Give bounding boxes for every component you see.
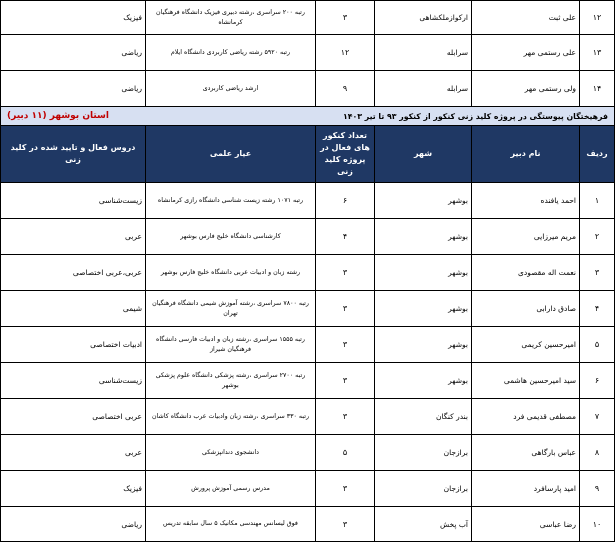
subjects-cell: زیست‌شناسی [1, 183, 146, 219]
city-cell: بوشهر [375, 363, 472, 399]
table-row [1, 291, 615, 327]
active-count-cell: ۱۲ [316, 35, 375, 71]
city-cell: بوشهر [375, 327, 472, 363]
active-count-cell: ۶ [316, 183, 375, 219]
table-row [1, 255, 615, 291]
subjects-cell: ریاضی [1, 35, 146, 71]
teacher-name-cell: علی ثبت [472, 1, 580, 35]
active-count-cell: ۵ [316, 435, 375, 471]
header-active-count: تعداد کنکور های فعال در پروژه کلید زنی [316, 126, 375, 183]
city-cell: سرابله [375, 71, 472, 107]
criteria-cell: رتبه ۵۹۲۰ رشته ریاضی کاربردی دانشگاه ایلام [146, 35, 316, 71]
criteria-cell: رتبه ۳۳۰ سراسری ،رشته زبان وادبیات عرب دانشگاه کاشان [146, 399, 316, 435]
criteria-cell: کارشناسی دانشگاه خلیج فارس بوشهر [146, 219, 316, 255]
subjects-cell: فیزیک [1, 471, 146, 507]
table-row [1, 1, 615, 35]
table-row [1, 399, 615, 435]
criteria-cell: دانشجوی دندانپزشکی [146, 435, 316, 471]
active-count-cell: ۳ [316, 327, 375, 363]
city-cell: ارکوازملکشاهی [375, 1, 472, 35]
subjects-cell: فیزیک [1, 1, 146, 35]
active-count-cell: ۴ [316, 219, 375, 255]
criteria-cell: رتبه ۷۸۰۰ سراسری ،رشته آموزش شیمی دانشگاه فرهنگیان تهران [146, 291, 316, 327]
teacher-name-cell: مریم میرزایی [472, 219, 580, 255]
table-row [1, 363, 615, 399]
teacher-name-cell: علی رستمی مهر [472, 35, 580, 71]
table-row [1, 219, 615, 255]
table-row [1, 71, 615, 107]
row-number-cell: ۷ [580, 399, 615, 435]
header-criteria: عیار علمی [146, 126, 316, 183]
city-cell: برازجان [375, 471, 472, 507]
city-cell: بوشهر [375, 219, 472, 255]
header-subjects: دروس فعال و تایید شده در کلید زنی [1, 126, 146, 183]
row-number-cell: ۱ [580, 183, 615, 219]
table-row [1, 183, 615, 219]
city-cell: بوشهر [375, 183, 472, 219]
city-cell: آب پخش [375, 507, 472, 542]
row-number-cell: ۴ [580, 291, 615, 327]
subjects-cell: زیست‌شناسی [1, 363, 146, 399]
active-count-cell: ۳ [316, 255, 375, 291]
province-header [1, 107, 615, 183]
active-count-cell: ۳ [316, 291, 375, 327]
table-row [1, 35, 615, 71]
city-cell: بوشهر [375, 291, 472, 327]
criteria-cell: رتبه ۲۰۰ سراسری ،رشته دبیری فیزیک دانشگاه فرهنگیان کرمانشاه [146, 1, 316, 35]
banner-title: فرهیختگان پیوستگی در پروژه کلید زنی کنکور از کنکور ۹۳ تا تیر ۱۴۰۳ [342, 111, 608, 121]
header-row-number: ردیف [580, 126, 615, 183]
teacher-name-cell: سید امیرحسین هاشمی [472, 363, 580, 399]
teacher-name-cell: رضا عباسی [472, 507, 580, 542]
previous-province-rows [1, 1, 615, 107]
active-count-cell: ۳ [316, 471, 375, 507]
subjects-cell: عربی،عربی اختصاصی [1, 255, 146, 291]
table-row [1, 471, 615, 507]
city-cell: برازجان [375, 435, 472, 471]
city-cell: بوشهر [375, 255, 472, 291]
subjects-cell: عربی [1, 219, 146, 255]
city-cell: سرابله [375, 35, 472, 71]
subjects-cell: شیمی [1, 291, 146, 327]
row-number-cell: ۱۳ [580, 35, 615, 71]
table-row [1, 507, 615, 542]
teacher-name-cell: احمد یافنده [472, 183, 580, 219]
teacher-name-cell: نعمت اله مقصودی [472, 255, 580, 291]
teacher-name-cell: مصطفی قدیمی فرد [472, 399, 580, 435]
criteria-cell: رتبه ۱۰۷۱ رشته زیست شناسی دانشگاه رازی کرمانشاه [146, 183, 316, 219]
row-number-cell: ۳ [580, 255, 615, 291]
row-number-cell: ۲ [580, 219, 615, 255]
table-row [1, 435, 615, 471]
row-number-cell: ۵ [580, 327, 615, 363]
teacher-name-cell: عباس بارگاهی [472, 435, 580, 471]
criteria-cell: مدرس رسمی آموزش پرورش [146, 471, 316, 507]
teacher-name-cell: امیرحسین کریمی [472, 327, 580, 363]
table-row [1, 327, 615, 363]
teacher-name-cell: ولی رستمی مهر [472, 71, 580, 107]
province-banner [1, 107, 615, 126]
row-number-cell: ۱۰ [580, 507, 615, 542]
active-count-cell: ۳ [316, 363, 375, 399]
active-count-cell: ۳ [316, 507, 375, 542]
criteria-cell: رشته زبان و ادبیات عربی دانشگاه خلیج فارس بوشهر [146, 255, 316, 291]
criteria-cell: ارشد ریاضی کاربردی [146, 71, 316, 107]
row-number-cell: ۱۴ [580, 71, 615, 107]
banner-cell [1, 107, 615, 126]
subjects-cell: ادبیات اختصاصی [1, 327, 146, 363]
subjects-cell: عربی [1, 435, 146, 471]
criteria-cell: فوق لیسانس مهندسی مکانیک ۵ سال سابقه تدریس [146, 507, 316, 542]
column-headers [1, 126, 615, 183]
active-count-cell: ۳ [316, 1, 375, 35]
active-count-cell: ۳ [316, 399, 375, 435]
city-cell: بندر کنگان [375, 399, 472, 435]
subjects-cell: ریاضی [1, 507, 146, 542]
row-number-cell: ۹ [580, 471, 615, 507]
row-number-cell: ۱۲ [580, 1, 615, 35]
teacher-name-cell: امید پارسافرد [472, 471, 580, 507]
subjects-cell: عربی اختصاصی [1, 399, 146, 435]
header-teacher-name: نام دبیر [472, 126, 580, 183]
teacher-name-cell: صادق دارابی [472, 291, 580, 327]
subjects-cell: ریاضی [1, 71, 146, 107]
row-number-cell: ۶ [580, 363, 615, 399]
bushehr-rows [1, 183, 615, 542]
criteria-cell: رتبه ۱۵۵۵ سراسری ،رشته زبان و ادبیات فارسی دانشگاه فرهنگیان شیراز [146, 327, 316, 363]
header-city: شهر [375, 126, 472, 183]
criteria-cell: رتبه ۲۷۰۰ سراسری ،رشته پزشکی دانشگاه علوم پزشکی بوشهر [146, 363, 316, 399]
province-label: استان بوشهر (۱۱ دبیر) [7, 110, 109, 121]
active-count-cell: ۹ [316, 71, 375, 107]
row-number-cell: ۸ [580, 435, 615, 471]
